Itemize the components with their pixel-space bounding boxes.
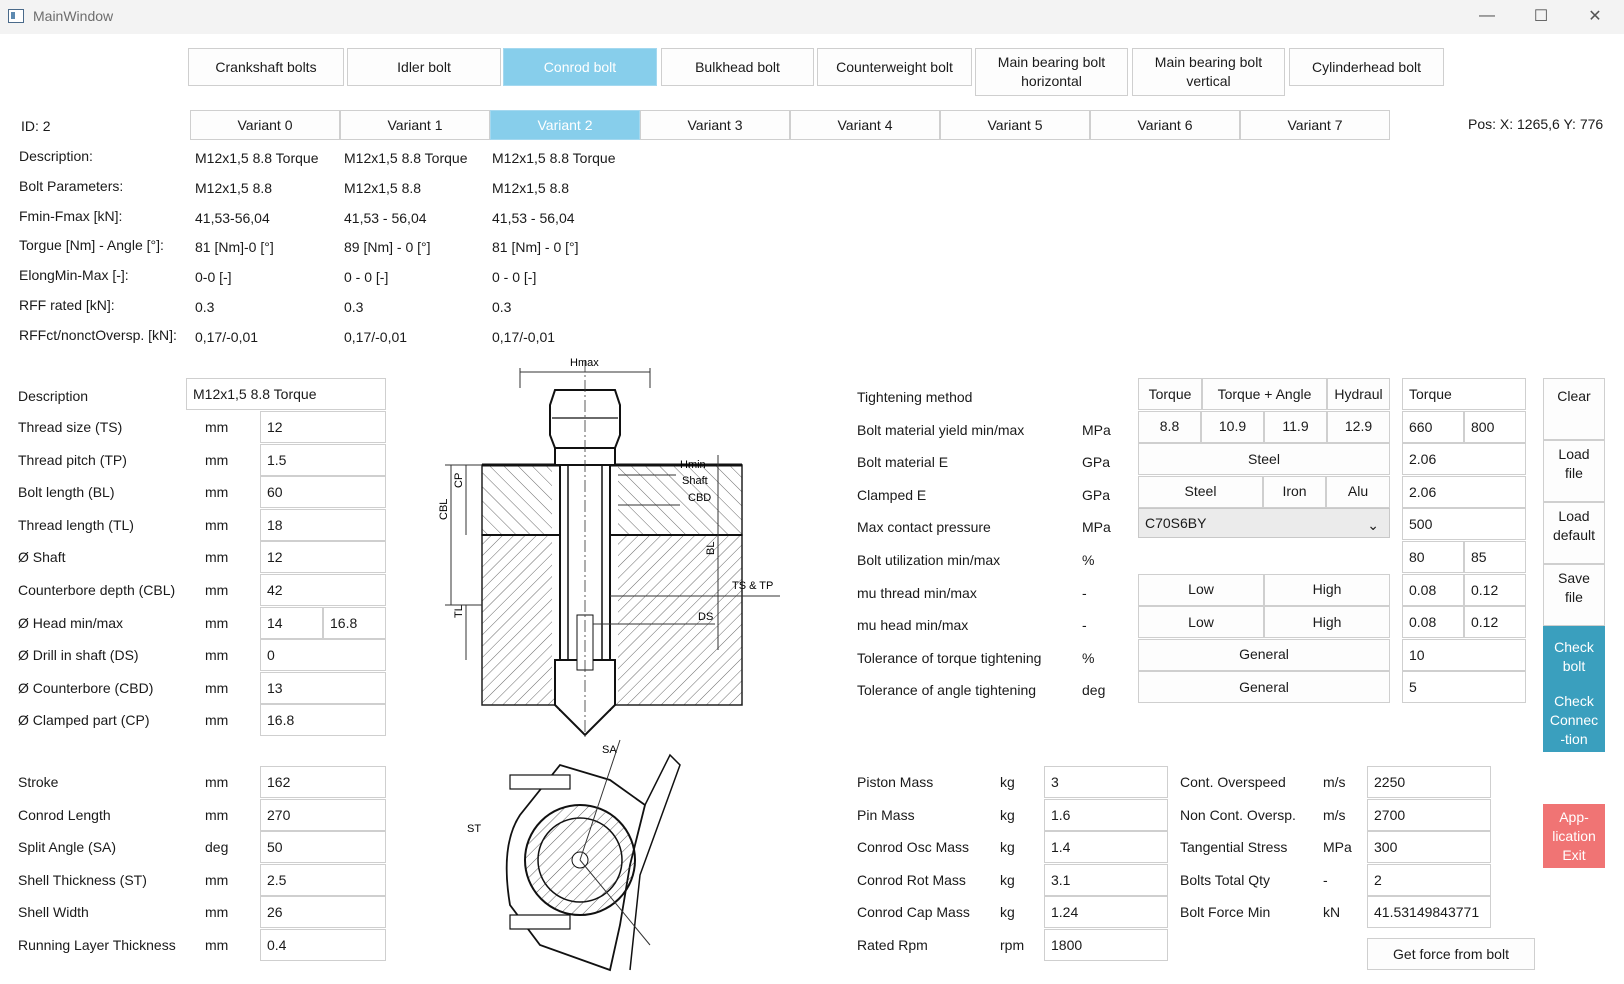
- unit-label: mm: [205, 679, 229, 696]
- mu-head-high-button[interactable]: High: [1264, 606, 1390, 638]
- speed-label-bolt-force-min: Bolt Force Min: [1180, 904, 1271, 921]
- hmin-label: Hmin: [680, 459, 706, 471]
- variant-info-value: M12x1,5 8.8: [492, 180, 570, 196]
- geometry-label-counterbore-depth-cbl: Counterbore depth (CBL): [18, 582, 176, 598]
- unit-label: -: [1082, 617, 1087, 634]
- grade-8-8-button[interactable]: 8.8: [1138, 411, 1201, 443]
- ts-tp-label: TS & TP: [732, 580, 774, 592]
- geometry-label-shaft: Ø Shaft: [18, 549, 66, 566]
- variant-info-label: RFF rated [kN]:: [19, 297, 115, 313]
- conrod-input-shell-width[interactable]: 26: [260, 896, 386, 928]
- geometry-label-thread-size-ts: Thread size (TS): [18, 419, 123, 435]
- variant-info-value: M12x1,5 8.8: [195, 180, 273, 196]
- geometry-input-drill-in-shaft-ds[interactable]: 0: [260, 639, 386, 671]
- maximize-icon[interactable]: ☐: [1533, 8, 1549, 25]
- sa-label: SA: [602, 744, 617, 756]
- unit-label: mm: [205, 712, 229, 729]
- geometry-input-head-min-max-max[interactable]: 16.8: [323, 607, 386, 639]
- tightening-mu-thread-max-input[interactable]: 0.12: [1464, 574, 1526, 606]
- mass-label-conrod-cap-mass: Conrod Cap Mass: [857, 904, 970, 921]
- variant-info-label: ElongMin-Max [-]:: [19, 267, 129, 283]
- method-torque-angle-button[interactable]: Torque + Angle: [1202, 378, 1327, 410]
- mass-input-piston-mass[interactable]: 3: [1044, 766, 1168, 798]
- tightening-clamped-e-input[interactable]: 2.06: [1402, 476, 1526, 508]
- hmax-label: Hmax: [570, 357, 599, 369]
- tightening-util-max-input[interactable]: 85: [1464, 541, 1526, 573]
- geometry-label-clamped-part-cp: Ø Clamped part (CP): [18, 712, 150, 729]
- grade-10-9-button[interactable]: 10.9: [1201, 411, 1264, 443]
- mass-label-piston-mass: Piston Mass: [857, 774, 934, 790]
- shaft-label: Shaft: [682, 475, 708, 487]
- variant-info-value: 81 [Nm] - 0 [°]: [492, 239, 579, 255]
- bolt-drawing: [438, 357, 820, 740]
- unit-label: mm: [205, 806, 229, 823]
- geometry-input-shaft[interactable]: 12: [260, 541, 386, 573]
- geometry-input-bolt-length-bl[interactable]: 60: [260, 476, 386, 508]
- geometry-input-thread-size-ts[interactable]: 12: [260, 411, 386, 443]
- tightening-bolt-e-input[interactable]: 2.06: [1402, 443, 1526, 475]
- variant-info-value: M12x1,5 8.8 Torque: [195, 150, 319, 166]
- unit-label: mm: [205, 484, 229, 501]
- variant-tab-1[interactable]: Variant 1: [340, 110, 490, 140]
- speed-input-bolts-total-qty[interactable]: 2: [1367, 864, 1491, 896]
- load-file-button[interactable]: Load file: [1543, 440, 1605, 502]
- tightening-label-max-contact-pressure: Max contact pressure: [857, 519, 991, 536]
- clamped-alu-button[interactable]: Alu: [1326, 476, 1390, 508]
- geometry-input-counterbore-cbd[interactable]: 13: [260, 672, 386, 704]
- st-label: ST: [467, 823, 482, 835]
- geometry-label-counterbore-cbd: Ø Counterbore (CBD): [18, 679, 154, 696]
- unit-label: mm: [205, 647, 229, 664]
- tightening-label-bolt-utilization-min-max: Bolt utilization min/max: [857, 552, 1001, 568]
- geometry-input-head-min-max[interactable]: 14: [260, 607, 323, 639]
- unit-label: mm: [205, 774, 229, 790]
- unit-label: mm: [205, 614, 229, 631]
- variant-info-value: M12x1,5 8.8 Torque: [492, 150, 616, 166]
- unit-label: m/s: [1323, 806, 1346, 823]
- unit-label: deg: [205, 839, 229, 856]
- unit-label: MPa: [1082, 421, 1111, 438]
- tightening-contact-pressure-input[interactable]: 500: [1402, 508, 1526, 540]
- conrod-input-split-angle-sa[interactable]: 50: [260, 831, 386, 863]
- variant-info-label: Bolt Parameters:: [19, 178, 124, 194]
- unit-label: mm: [205, 549, 229, 566]
- conrod-label-shell-width: Shell Width: [18, 904, 89, 921]
- speed-input-bolt-force-min[interactable]: 41.53149843771: [1367, 896, 1491, 928]
- variant-tab-4[interactable]: Variant 4: [790, 110, 940, 140]
- tl-label: TL: [453, 605, 465, 618]
- unit-label: -: [1082, 584, 1087, 601]
- tightening-label-clamped-e: Clamped E: [857, 486, 927, 503]
- mass-label-conrod-osc-mass: Conrod Osc Mass: [857, 839, 970, 856]
- unit-label: mm: [205, 904, 229, 921]
- speed-input-non-cont-oversp[interactable]: 2700: [1367, 799, 1491, 831]
- bolt-head: [550, 390, 620, 448]
- variant-info-value: 89 [Nm] - 0 [°]: [344, 239, 431, 255]
- tightening-mu-head-min-input[interactable]: 0.08: [1402, 606, 1464, 638]
- geometry-label-thread-length-tl: Thread length (TL): [18, 516, 134, 533]
- variant-info-value: 0,17/-0,01: [492, 329, 556, 345]
- clear-button[interactable]: Clear: [1543, 378, 1605, 440]
- variant-info-value: 41,53 - 56,04: [492, 210, 575, 226]
- variant-tab-7[interactable]: Variant 7: [1240, 110, 1390, 140]
- tightening-yield-max-input[interactable]: 800: [1464, 411, 1526, 443]
- description-input[interactable]: M12x1,5 8.8 Torque: [186, 378, 386, 410]
- speed-label-non-cont-oversp: Non Cont. Oversp.: [1180, 806, 1296, 823]
- conrod-input-conrod-length[interactable]: 270: [260, 799, 386, 831]
- chevron-down-icon: ⌄: [1367, 517, 1379, 534]
- unit-label: mm: [205, 419, 229, 435]
- mass-input-conrod-cap-mass[interactable]: 1.24: [1044, 896, 1168, 928]
- tightening-yield-min-input[interactable]: 660: [1402, 411, 1464, 443]
- title-bar: [0, 0, 1624, 34]
- tightening-mu-thread-min-input[interactable]: 0.08: [1402, 574, 1464, 606]
- mass-label-conrod-rot-mass: Conrod Rot Mass: [857, 871, 966, 888]
- close-icon[interactable]: ✕: [1588, 8, 1602, 25]
- geometry-input-thread-length-tl[interactable]: 18: [260, 509, 386, 541]
- get-force-button[interactable]: Get force from bolt: [1367, 938, 1535, 970]
- bolt-material-button[interactable]: Steel: [1138, 443, 1390, 475]
- speed-label-tangential-stress: Tangential Stress: [1180, 839, 1288, 856]
- exit-button[interactable]: App- lication Exit: [1543, 804, 1605, 868]
- variant-tab-0[interactable]: Variant 0: [190, 110, 340, 140]
- variant-info-value: M12x1,5 8.8 Torque: [344, 150, 468, 166]
- speed-input-tangential-stress[interactable]: 300: [1367, 831, 1491, 863]
- unit-label: %: [1082, 649, 1095, 666]
- grade-11-9-button[interactable]: 11.9: [1264, 411, 1327, 443]
- id-label: ID: 2: [21, 118, 51, 134]
- torque-tolerance-preset-button[interactable]: General: [1138, 639, 1390, 671]
- cbl-label: CBL: [438, 498, 450, 520]
- tightening-util-min-input[interactable]: 80: [1402, 541, 1464, 573]
- angle-tolerance-preset-button[interactable]: General: [1138, 671, 1390, 703]
- tightening-label-tightening-method: Tightening method: [857, 389, 973, 405]
- method-hydraul-button[interactable]: Hydraul: [1327, 378, 1390, 410]
- variant-info-value: 81 [Nm]-0 [°]: [195, 239, 274, 255]
- bolt-tab-conrod-bolt[interactable]: Conrod bolt: [503, 48, 657, 86]
- variant-info-value: 0,17/-0,01: [195, 329, 259, 345]
- window-title: MainWindow: [33, 8, 114, 24]
- tightening-torque-tol-input[interactable]: 10: [1402, 639, 1526, 671]
- unit-label: MPa: [1082, 519, 1111, 536]
- contact-material-select[interactable]: [1138, 508, 1390, 538]
- unit-label: m/s: [1323, 774, 1346, 790]
- variant-info-value: 0.3: [195, 299, 215, 315]
- unit-label: mm: [205, 451, 229, 468]
- clamped-iron-button[interactable]: Iron: [1263, 476, 1326, 508]
- variant-info-value: 0 - 0 [-]: [492, 269, 537, 285]
- conrod-input-running-layer-thickness[interactable]: 0.4: [260, 929, 386, 961]
- method-torque-button[interactable]: Torque: [1138, 378, 1202, 410]
- app-icon: [8, 9, 24, 23]
- conrod-label-running-layer-thickness: Running Layer Thickness: [18, 937, 176, 953]
- tightening-label-mu-head-min-max: mu head min/max: [857, 617, 969, 634]
- tightening-label-tolerance-of-angle-tightening: Tolerance of angle tightening: [857, 682, 1037, 699]
- variant-info-label: Fmin-Fmax [kN]:: [19, 208, 123, 224]
- tightening-label-bolt-material-yield-min-max: Bolt material yield min/max: [857, 421, 1025, 438]
- variant-info-value: 0.3: [492, 299, 512, 315]
- ds-label: DS: [698, 611, 714, 623]
- conrod-label-stroke: Stroke: [18, 774, 59, 790]
- check-connection-button[interactable]: Check Connec -tion: [1543, 688, 1605, 752]
- tightening-label-tolerance-of-torque-tightening: Tolerance of torque tightening: [857, 649, 1042, 666]
- speed-input-cont-overspeed[interactable]: 2250: [1367, 766, 1491, 798]
- geometry-input-counterbore-depth-cbl[interactable]: 42: [260, 574, 386, 606]
- variant-info-label: Torgue [Nm] - Angle [°]:: [19, 237, 164, 253]
- variant-info-label: Description:: [19, 148, 93, 164]
- save-file-button[interactable]: Save file: [1543, 564, 1605, 626]
- description-label: Description: [18, 388, 89, 404]
- geometry-label-thread-pitch-tp: Thread pitch (TP): [18, 451, 127, 468]
- variant-tab-2[interactable]: Variant 2: [490, 110, 640, 140]
- load-default-button[interactable]: Load default: [1543, 502, 1605, 564]
- unit-label: deg: [1082, 682, 1106, 699]
- mu-thread-low-button[interactable]: Low: [1138, 574, 1264, 606]
- mass-label-pin-mass: Pin Mass: [857, 806, 915, 823]
- unit-label: mm: [205, 516, 229, 533]
- variant-info-value: 0-0 [-]: [195, 269, 232, 285]
- unit-label: kg: [1000, 839, 1015, 856]
- tightening-label-mu-thread-min-max: mu thread min/max: [857, 584, 977, 601]
- conrod-drawing: [467, 744, 700, 970]
- unit-label: GPa: [1082, 486, 1111, 503]
- conrod-input-stroke[interactable]: 162: [260, 766, 386, 798]
- cp-label: CP: [453, 472, 465, 488]
- variant-tab-3[interactable]: Variant 3: [640, 110, 790, 140]
- unit-label: GPa: [1082, 454, 1111, 471]
- variant-info-value: M12x1,5 8.8: [344, 180, 422, 196]
- unit-label: kN: [1323, 904, 1341, 921]
- tightening-mu-head-max-input[interactable]: 0.12: [1464, 606, 1526, 638]
- unit-label: mm: [205, 871, 229, 888]
- unit-label: %: [1082, 552, 1095, 568]
- tightening-method-input[interactable]: Torque: [1402, 378, 1526, 410]
- unit-label: MPa: [1323, 839, 1352, 856]
- mass-input-conrod-rot-mass[interactable]: 3.1: [1044, 864, 1168, 896]
- check-bolt-button[interactable]: Check bolt: [1543, 626, 1605, 688]
- geometry-input-thread-pitch-tp[interactable]: 1.5: [260, 444, 386, 476]
- grade-12-9-button[interactable]: 12.9: [1327, 411, 1390, 443]
- bolt-tab-bulkhead-bolt[interactable]: Bulkhead bolt: [661, 48, 814, 86]
- unit-label: -: [1323, 871, 1328, 888]
- bolt-tab-cylinderhead-bolt[interactable]: Cylinderhead bolt: [1289, 48, 1444, 86]
- variant-info-value: 0,17/-0,01: [344, 329, 408, 345]
- mu-thread-high-button[interactable]: High: [1264, 574, 1390, 606]
- bolt-tab-main-bearing-bolt-vertical[interactable]: Main bearing bolt vertical: [1132, 48, 1285, 96]
- unit-label: kg: [1000, 904, 1015, 921]
- variant-info-value: 41,53 - 56,04: [344, 210, 427, 226]
- conrod-label-conrod-length: Conrod Length: [18, 806, 111, 823]
- unit-label: mm: [205, 937, 229, 953]
- unit-label: kg: [1000, 871, 1015, 888]
- minimize-icon[interactable]: —: [1479, 7, 1495, 24]
- mass-input-conrod-osc-mass[interactable]: 1.4: [1044, 831, 1168, 863]
- unit-label: kg: [1000, 774, 1015, 790]
- speed-label-cont-overspeed: Cont. Overspeed: [1180, 774, 1286, 790]
- geometry-label-head-min-max: Ø Head min/max: [18, 614, 124, 631]
- tightening-angle-tol-input[interactable]: 5: [1402, 671, 1526, 703]
- geometry-input-clamped-part-cp[interactable]: 16.8: [260, 704, 386, 736]
- geometry-label-bolt-length-bl: Bolt length (BL): [18, 484, 115, 501]
- bl-label: BL: [705, 541, 717, 555]
- speed-label-bolts-total-qty: Bolts Total Qty: [1180, 871, 1271, 888]
- variant-info-label: RFFct/nonctOversp. [kN]:: [19, 327, 177, 343]
- variant-info-value: 0.3: [344, 299, 364, 315]
- mass-input-rated-rpm[interactable]: 1800: [1044, 929, 1168, 961]
- unit-label: kg: [1000, 806, 1015, 823]
- conrod-input-shell-thickness-st[interactable]: 2.5: [260, 864, 386, 896]
- contact-material-value: C70S6BY: [1145, 515, 1207, 532]
- clamped-steel-button[interactable]: Steel: [1138, 476, 1263, 508]
- bolt-tab-counterweight-bolt[interactable]: Counterweight bolt: [817, 48, 972, 86]
- bolt-tab-idler-bolt[interactable]: Idler bolt: [347, 48, 501, 86]
- mu-head-low-button[interactable]: Low: [1138, 606, 1264, 638]
- unit-label: rpm: [1000, 937, 1025, 953]
- bolt-tab-crankshaft-bolts[interactable]: Crankshaft bolts: [188, 48, 344, 86]
- geometry-label-drill-in-shaft-ds: Ø Drill in shaft (DS): [18, 647, 139, 664]
- tightening-label-bolt-material-e: Bolt material E: [857, 454, 949, 471]
- mass-label-rated-rpm: Rated Rpm: [857, 937, 928, 953]
- mass-input-pin-mass[interactable]: 1.6: [1044, 799, 1168, 831]
- variant-info-value: 41,53-56,04: [195, 210, 270, 226]
- unit-label: mm: [205, 582, 229, 598]
- position-readout: Pos: X: 1265,6 Y: 776: [1468, 116, 1604, 132]
- bolt-tab-main-bearing-bolt-horizontal[interactable]: Main bearing bolt horizontal: [975, 48, 1128, 96]
- conrod-label-shell-thickness-st: Shell Thickness (ST): [18, 871, 147, 888]
- variant-info-value: 0 - 0 [-]: [344, 269, 389, 285]
- cbd-label: CBD: [688, 492, 712, 504]
- variant-tab-5[interactable]: Variant 5: [940, 110, 1090, 140]
- variant-tab-6[interactable]: Variant 6: [1090, 110, 1240, 140]
- conrod-label-split-angle-sa: Split Angle (SA): [18, 839, 117, 856]
